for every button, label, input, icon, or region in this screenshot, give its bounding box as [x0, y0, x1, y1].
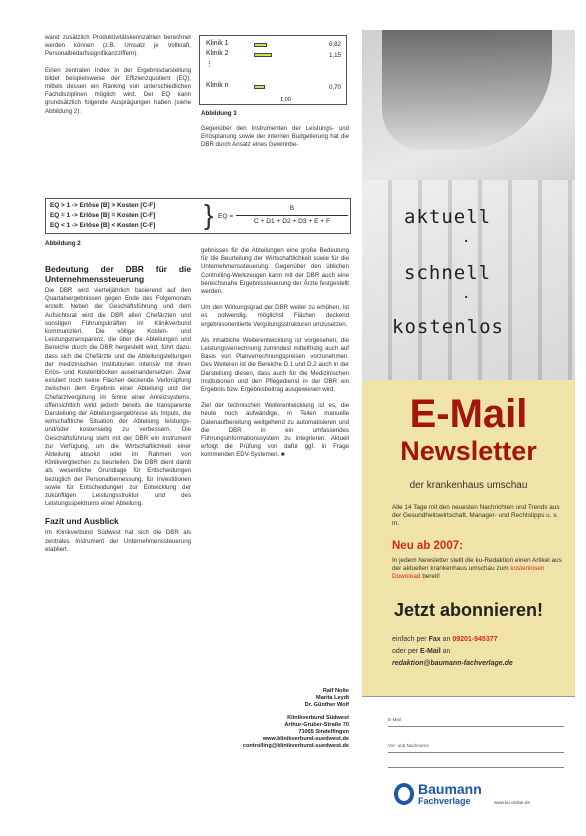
- formula-caption: Abbildung 2: [45, 240, 81, 247]
- paragraph: Um den Wirkungsgrad der DBR weiter zu erhöhen, ist es notwendig, möglichst Flächen deckend ergebnisorientierte Vergütungsstrukturen umzusetzen.: [201, 304, 349, 328]
- subscribe-form: [362, 696, 575, 778]
- ad-title-email: E-Mail: [409, 392, 528, 436]
- ad-neu-text: [392, 557, 562, 581]
- ad-word-schnell: schnell: [404, 262, 492, 284]
- author-name: Marita Leydt: [316, 695, 349, 701]
- ad-neu-text-a: In jedem Newsletter stellt die ku-Redaktion einen Artikel aus der aktuellen krankenhaus umschau zum: [392, 557, 562, 572]
- org-line: 71065 Sindelfingen: [298, 729, 349, 735]
- org-email: controlling@klinikverbund-suedwest.de: [242, 743, 349, 749]
- paragraph: Ziel der technischen Weiterentwicklung ist es, die heute noch aufwändige, in Teilen manuelle Datenaufbereitung weitgehend zu automatisieren und die DBR in ein umfassendes Führungsinformationssystem zu integrieren. Aktuell erfolgt die Prüfung von dafür ggf. in Frage kommenden EDV-Systemen. ■: [201, 402, 349, 459]
- chart-bar-klinik-n: [254, 85, 265, 89]
- form-email-field[interactable]: [388, 726, 564, 727]
- form-email-label: E-Mail: [388, 717, 402, 722]
- formula-line: EQ = 1 -> Erlöse [B] = Kosten [C-F]: [50, 212, 156, 219]
- formula-box: [45, 198, 351, 234]
- ad-mail-address: redaktion@baumann-fachverlage.de: [392, 660, 513, 667]
- paragraph: Im Klinikverbund Südwest hat sich die DBR als zentrales Instrument der Unternehmenssteuerung etabliert.: [45, 529, 191, 553]
- ad-fax-number: 09201-945377: [452, 636, 498, 643]
- column-2-top: [201, 125, 349, 158]
- paragraph: Einen zentralen Index in der Ergebnisdarstellung bildet beispielsweise der Effizienzquotient (EQ), mittels dessen ein Ranking von unterschiedlichen Fachdisziplinen möglich wird. Der EQ kann grundsätzlich folgende Ausprägungen haben (siehe Abbildung 2):: [45, 66, 191, 115]
- formula-denominator: C + D1 + D2 + D3 + E + F: [253, 218, 331, 225]
- chart-label-ellipsis: ⋮: [206, 61, 213, 68]
- formula-lhs: EQ =: [218, 213, 234, 220]
- ad-word-dot: ·: [462, 234, 471, 250]
- paragraph: Gegenüber den Instrumenten der Leistungs- und Erlösplanung sowie der internen Budgetierung hat die DBR durch Ansatz eines Gewinnbe-: [201, 125, 349, 149]
- monitor-shape: [382, 30, 552, 150]
- ad-subtitle: der krankenhaus umschau: [409, 480, 528, 491]
- author-signature: [201, 688, 349, 750]
- chart-label-klinik-1: Klinik 1: [206, 40, 229, 47]
- ad-mail-b: an: [440, 648, 451, 655]
- ad-word-dot: ·: [462, 290, 471, 306]
- author-name: Ralf Nolte: [322, 688, 349, 694]
- form-name-field[interactable]: [388, 752, 564, 753]
- chart-bar-klinik-1: [254, 43, 267, 47]
- chart-caption: Abbildung 3: [201, 110, 237, 117]
- ad-mail-line: [392, 648, 562, 656]
- ad-intro: Alle 14 Tage mit den neuesten Nachrichten und Trends aus der Gesundheitswirtschaft, Manager- und Rechtstipps u. v. m.: [392, 504, 560, 527]
- newsletter-band: [362, 380, 575, 696]
- logo-url: www.ku-online.de: [494, 800, 531, 805]
- ad-neu-download: kostenlosen Download: [392, 565, 545, 580]
- form-extra-field[interactable]: [388, 767, 564, 768]
- section-heading: Fazit und Ausblick: [45, 516, 119, 527]
- formula-brace: }: [204, 199, 214, 230]
- chart-label-klinik-2: Klinik 2: [206, 50, 229, 57]
- formula-fraction-line: [236, 215, 348, 216]
- paragraph: gebnisses für die Abteilungen eine große Bedeutung für die Beurteilung der Wirtschaftlichkeit sowie für die Unternehmenssteuerung. Gegenüber den üblichen Controlling-Werkzeugen kann mit der DBR auch eine bereichsnahe Ergebnissteuerung der Ärzte festgestellt werden.: [201, 247, 349, 296]
- chart-value-klinik-1: 0,82: [328, 41, 341, 48]
- newsletter-advert: [362, 30, 575, 810]
- ad-cta: Jetzt abonnieren!: [393, 600, 544, 620]
- formula-line: EQ > 1 -> Erlöse [B] > Kosten [C-F]: [50, 202, 156, 209]
- chart-axis-label: 1,00: [280, 97, 291, 103]
- section-heading: Bedeutung der DBR für die Unternehmenssteuerung: [45, 264, 191, 284]
- baumann-logo-icon: [394, 783, 414, 805]
- paragraph: Als inhaltliche Weiterentwicklung ist vorgesehen, die Leistungsverrechnung zumindest mittelfristig auch auf Basis von Planverrechnungspreisen vorzunehmen. Des Weiteren ist die Bereiche D.1 und D.2 auch in der Darstellung diesen, dass auch für die Medizinischen Institutionen und den Pflegedienst in der DBR ein Ergebnis bzw. Ergebnisbeitrag ausgewiesen wird.: [201, 336, 349, 394]
- form-name-label: Vor- und Nachname: [388, 743, 429, 748]
- ad-word-kostenlos: kostenlos: [392, 316, 504, 338]
- chart-value-klinik-n: 0,70: [328, 84, 341, 91]
- ad-word-aktuell: aktuell: [404, 206, 492, 228]
- chart-bar-klinik-2: [254, 53, 272, 57]
- logo-sub: Fachverlage: [418, 796, 471, 806]
- org-line: Klinikverbund Südwest: [287, 715, 349, 721]
- org-website: www.klinikverbund-suedwest.de: [262, 736, 349, 742]
- chart-value-klinik-2: 1,15: [328, 52, 341, 59]
- column-1-bottom: [45, 258, 191, 562]
- formula-line: EQ < 1 -> Erlöse [B] < Kosten [C-F]: [50, 222, 156, 229]
- chart-label-klinik-n: Klinik n: [206, 82, 229, 89]
- paragraph: wand zusätzlich Produktivitätskennzahlen berechnet werden können (z.B. Umsatz je Vollkraft, Personalbedarfssignifikanzziffern).: [45, 34, 191, 58]
- logo-name: Baumann: [418, 781, 482, 797]
- column-2-bottom: [201, 247, 349, 468]
- ad-fax-b: an: [440, 636, 453, 643]
- formula-numerator: B: [289, 205, 295, 212]
- ad-fax-line: [392, 636, 562, 644]
- column-1-top: [45, 34, 191, 124]
- ad-neu-heading: Neu ab 2007:: [392, 540, 463, 552]
- keyboard-photo: [362, 30, 575, 380]
- efficiency-chart: [199, 35, 347, 105]
- baumann-logo: [362, 780, 575, 810]
- ad-neu-text-b: bereit!: [420, 573, 440, 580]
- paragraph: Die DBR wird vierteljährlich basierend auf den Quartalsergebnissen gegen Ende des Folgemonats erstellt. Neben der Geschäftsführung und dem Aufsichtsrat wird die DBR allen Chefärzten und sonstigen Führungskräften im Klinikverbund kommuniziert. Die völlige Kosten- und Leistungstransparenz, die über die Abteilungen und Bereiche durch die DBR hergestellt wird, führt dazu, dass sich die Chefärzte und die Abteilungsleitungen der medizinischen Institutionen intensiv mit ihren Erlös- und Kostenblöcken auseinandersetzen. Zwar existiert noch keine Flächen deckende Verknüpfung zwischen dem Ergebnis einer Abteilung und der Chefarztvergütung im Sinne einer Anreizsystems, offensichtlich wirkt jedoch bereits die transparente Darstellung der Abteilungsergebnisse als Impuls, die wirtschaftliche Situation der Abteilung leistungs- und/oder kostenseitig zu verbessern. Die Geschäftsführung steht mit der DBR ein Instrument zur Verfügung, um die Wirtschaftlichkeit einer Abteilung absolut oder im Rahmen von Klinikvergleichen zu beurteilen. Die DBR dient damit als wesentliche Grundlage für Entscheidungen bezüglich der Personalbemessung, für Investitionen sowie für Entscheidungen zur Entwicklung der zukünftigen Leistungsstruktur und des Leistungsspektrums einer Abteilung.: [45, 287, 191, 508]
- ad-fax-bold: Fax: [428, 636, 441, 643]
- org-line: Arthur-Gruber-Straße 70: [284, 722, 349, 728]
- author-name: Dr. Günther Wolf: [304, 702, 349, 708]
- ad-mail-bold: E-Mail: [420, 648, 441, 655]
- ad-title-newsletter: Newsletter: [400, 436, 537, 466]
- ad-mail-a: oder per: [392, 648, 421, 655]
- ad-fax-a: einfach per: [392, 636, 429, 643]
